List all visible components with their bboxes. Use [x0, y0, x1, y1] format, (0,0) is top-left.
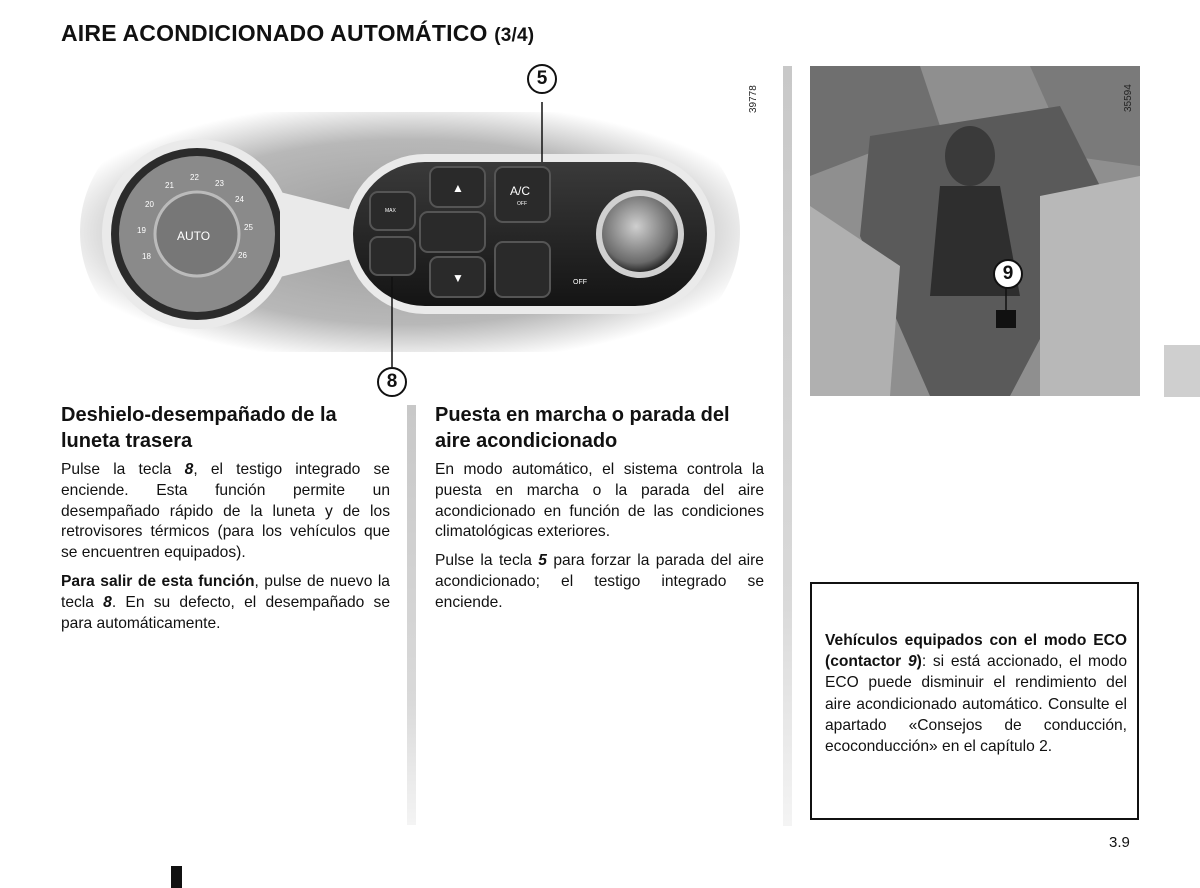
- auto-label: AUTO: [177, 229, 211, 243]
- temp-22: 22: [190, 173, 199, 182]
- climate-panel-figure: [60, 62, 760, 392]
- temp-20: 20: [145, 200, 154, 209]
- page-title: [61, 20, 534, 47]
- figure-code-left: 39778: [748, 85, 759, 113]
- column-divider-left: [407, 405, 416, 825]
- col2-body: [435, 460, 764, 622]
- eco-switch-photo: [810, 66, 1140, 396]
- callout-5: 5: [527, 64, 557, 94]
- temp-21: 21: [165, 181, 174, 190]
- eco-note-text: Vehículos equipados con el modo ECO (contactor 9): si está accionado, el modo ECO puede disminuir el rendimiento del aire acondicionado automático. Consulte el apartado «Consejos de conducción, ecoconducción» en el capítulo 2.: [825, 632, 1127, 756]
- temp-25: 25: [244, 223, 253, 232]
- col2-heading: Puesta en marcha o parada del aire acondicionado: [435, 404, 730, 452]
- title-text: AIRE ACONDICIONADO AUTOMÁTICO: [61, 20, 488, 46]
- temp-24: 24: [235, 195, 244, 204]
- col2-paragraph-1: En modo automático, el sistema controla la puesta en marcha o la parada del aire acondicionado en función de las condiciones climatológicas exteriores.: [435, 461, 764, 541]
- ac-label: A/C: [510, 184, 531, 198]
- col1-paragraph-1: Pulse la tecla 8, el testigo integrado se enciende. Esta función permite un desempañado rápido de la luneta y de los retrovisores térmicos (para los vehículos que se encuentren equipados).: [61, 461, 390, 562]
- down-arrow-icon: ▼: [452, 271, 464, 285]
- col1-paragraph-2: Para salir de esta función, pulse de nuevo la tecla 8. En su defecto, el desempañado se para automáticamente.: [61, 572, 390, 632]
- off-label: OFF: [573, 279, 587, 286]
- temp-18: 18: [142, 252, 151, 261]
- col2-paragraph-2: Pulse la tecla 5 para forzar la parada del aire acondicionado; el testigo integrado se enciende.: [435, 552, 764, 611]
- temp-19: 19: [137, 226, 146, 235]
- callout-9: 9: [993, 259, 1023, 289]
- climate-panel-illustration: [60, 62, 760, 392]
- page-number: 3.9: [1109, 834, 1130, 851]
- callout-8: 8: [377, 367, 407, 397]
- ac-off-label: OFF: [517, 201, 527, 207]
- max-label: MAX: [385, 208, 396, 214]
- eco-note-box: [810, 582, 1139, 820]
- chapter-tab: [1164, 345, 1200, 397]
- title-part: (3/4): [494, 25, 535, 46]
- bottom-registration-mark: [171, 866, 182, 888]
- column-divider-right: [783, 66, 792, 826]
- up-arrow-icon: ▲: [452, 181, 464, 195]
- figure-code-right: 35594: [1123, 84, 1134, 112]
- col1-body: [61, 460, 390, 642]
- gear-console-illustration: [810, 66, 1140, 396]
- col1-heading: Deshielo-desempañado de la luneta trasera: [61, 404, 337, 452]
- temp-23: 23: [215, 179, 224, 188]
- temp-26: 26: [238, 251, 247, 260]
